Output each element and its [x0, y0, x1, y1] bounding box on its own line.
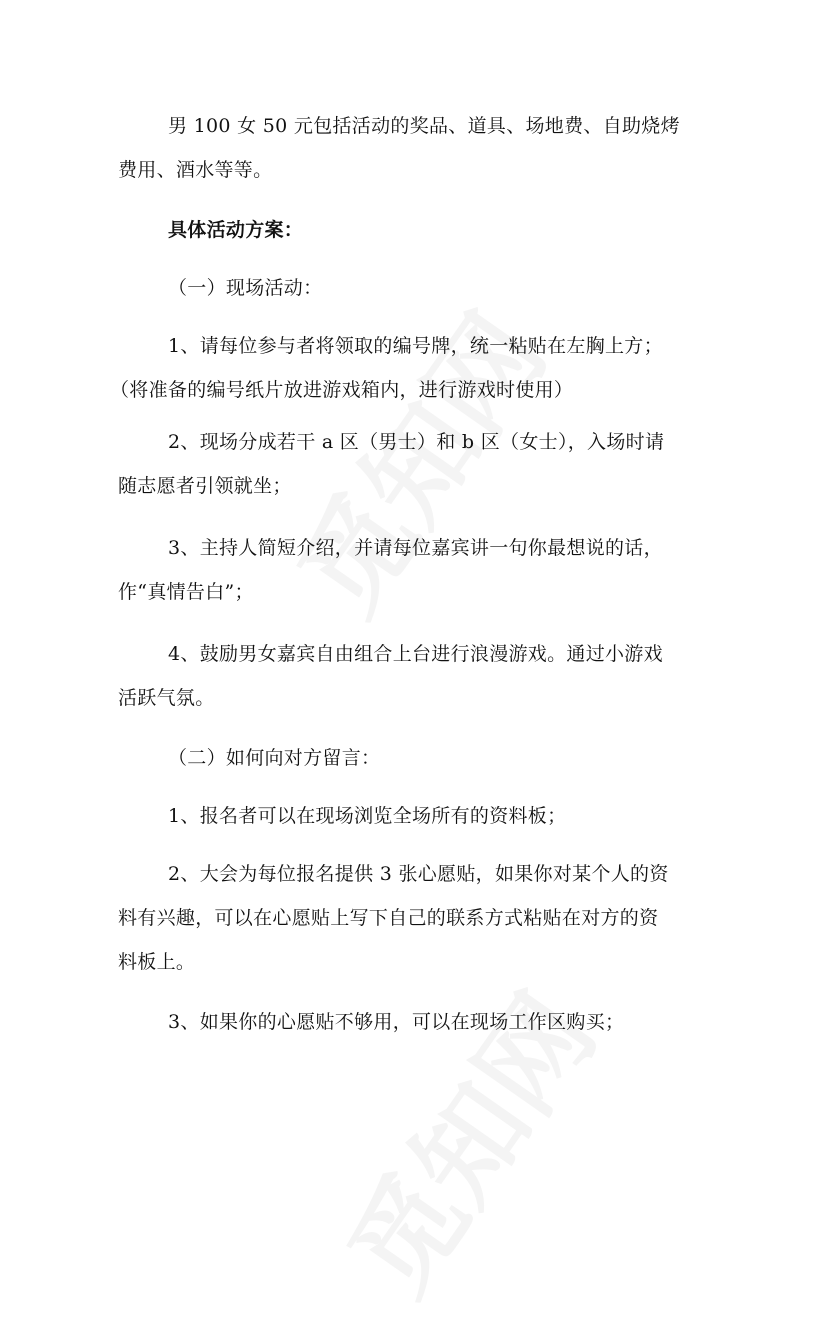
text-line: 费用、酒水等等。	[118, 159, 273, 181]
text-line: 2、大会为每位报名提供 3 张心愿贴，如果你对某个人的资	[168, 863, 669, 885]
text-line: 男 100 女 50 元包括活动的奖品、道具、场地费、自助烧烤	[168, 115, 680, 137]
section-1-title	[118, 266, 718, 310]
text-line: 2、现场分成若干 a 区（男士）和 b 区（女士），入场时请	[168, 431, 665, 453]
text-line: （一）现场活动：	[168, 277, 323, 299]
fee-paragraph	[118, 104, 718, 192]
item-2-1	[118, 794, 718, 838]
text-line: 随志愿者引领就坐；	[118, 475, 292, 497]
text-line: 1、报名者可以在现场浏览全场所有的资料板；	[168, 805, 567, 827]
text-line: 料板上。	[118, 951, 196, 973]
text-line: 3、如果你的心愿贴不够用，可以在现场工作区购买；	[168, 1011, 625, 1033]
item-2-3	[118, 1000, 718, 1044]
text-line: 活跃气氛。	[118, 687, 215, 709]
text-line: 1、请每位参与者将领取的编号牌，统一粘贴在左胸上方；	[168, 335, 663, 357]
item-1-4	[118, 632, 718, 720]
text-line: 具体活动方案：	[168, 219, 304, 241]
text-line: 作“真情告白”；	[118, 581, 254, 603]
text-line: （将准备的编号纸片放进游戏箱内，进行游戏时使用）	[110, 379, 574, 401]
item-1-1	[110, 324, 718, 412]
text-line: 3、主持人简短介绍，并请每位嘉宾讲一句你最想说的话，	[168, 537, 663, 559]
item-1-3	[118, 526, 718, 614]
item-2-2	[118, 852, 718, 984]
text-line: （二）如何向对方留言：	[168, 747, 381, 769]
plan-heading	[118, 208, 718, 252]
text-line: 4、鼓励男女嘉宾自由组合上台进行浪漫游戏。通过小游戏	[168, 643, 663, 665]
item-1-2	[118, 420, 718, 508]
section-2-title	[118, 736, 718, 780]
text-line: 料有兴趣，可以在心愿贴上写下自己的联系方式粘贴在对方的资	[118, 907, 659, 929]
